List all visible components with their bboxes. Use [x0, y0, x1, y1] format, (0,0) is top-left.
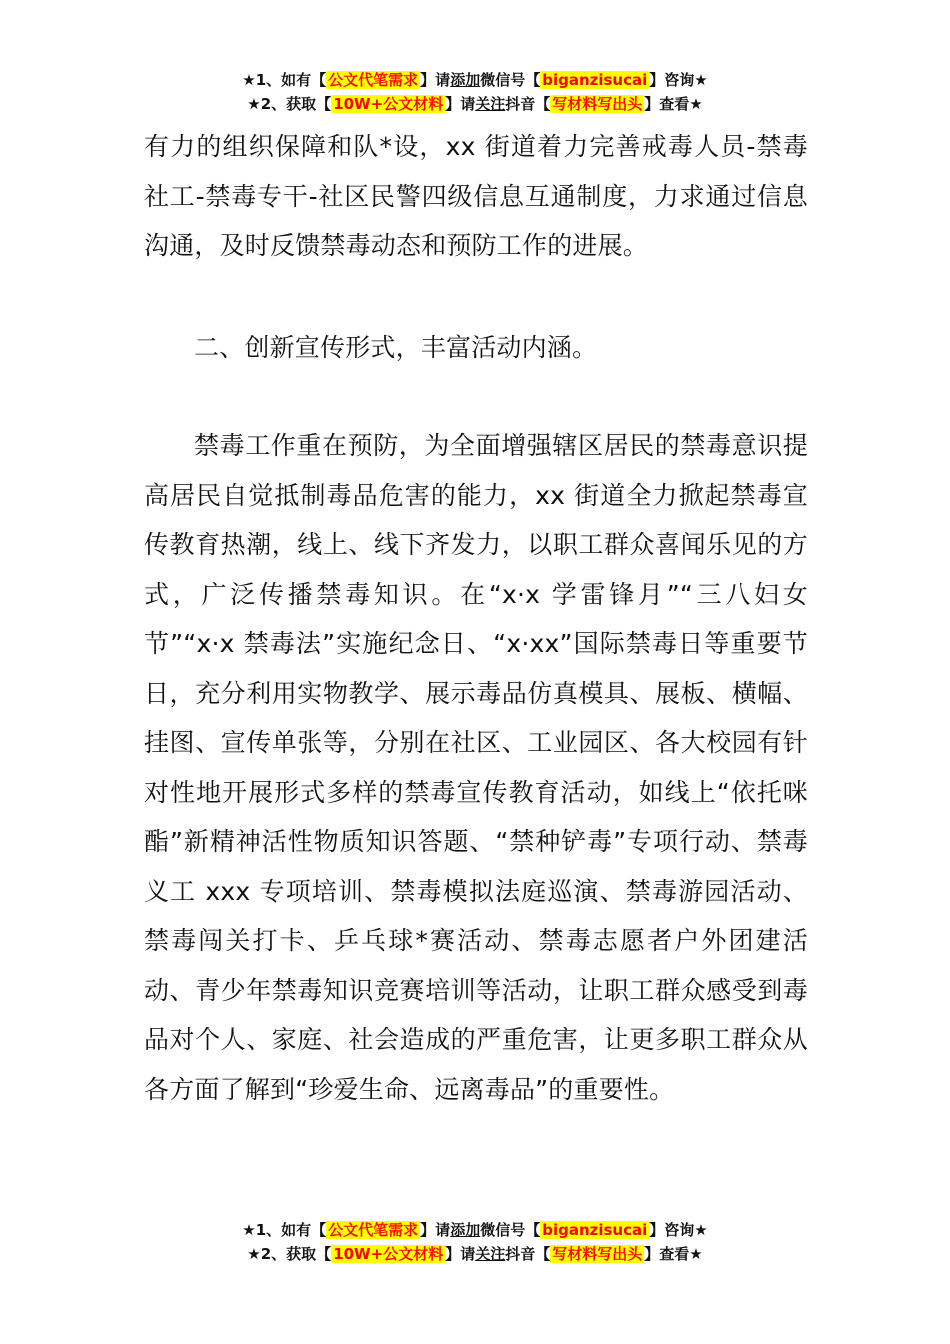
highlight-douyin-id: 写材料写出头: [552, 95, 643, 113]
highlight-douyin-id: 写材料写出头: [552, 1245, 643, 1263]
paragraph-1: [144, 122, 808, 271]
banner-text: 】查看★: [644, 1245, 703, 1263]
banner-line-1: [0, 68, 950, 92]
paragraph-text: 有力的组织保障和队*设，xx 街道着力完善戒毒人员-禁毒社工-禁毒专干-社区民警四级信息互通制度，力求通过信息沟通，及时反馈禁毒动态和预防工作的进展。: [144, 132, 808, 260]
banner-text: ★1、如有【: [242, 71, 327, 89]
banner-line-1: [0, 1218, 950, 1242]
highlight-service: 公文代笔需求: [328, 71, 419, 89]
banner-line-2: [0, 1242, 950, 1266]
banner-text: 抖音【: [505, 1245, 551, 1263]
footer-banner: [0, 1218, 950, 1266]
banner-text: 微信号【: [480, 1221, 541, 1239]
banner-text: 】请: [420, 1221, 451, 1239]
banner-text: 】咨询★: [649, 71, 708, 89]
banner-text: 】请: [445, 1245, 476, 1263]
banner-text: 】查看★: [644, 95, 703, 113]
follow-link[interactable]: 关注: [475, 95, 506, 113]
add-link[interactable]: 添加: [450, 1221, 481, 1239]
highlight-materials: 10W+公文材料: [333, 95, 444, 113]
heading-text: 二、创新宣传形式，丰富活动内涵。: [194, 333, 598, 362]
paragraph-2: [144, 421, 808, 1114]
add-link[interactable]: 添加: [450, 71, 481, 89]
banner-text: 微信号【: [480, 71, 541, 89]
highlight-wechat-id: biganzisucai: [542, 71, 648, 89]
follow-link[interactable]: 关注: [475, 1245, 506, 1263]
banner-text: ★2、获取【: [247, 95, 332, 113]
highlight-wechat-id: biganzisucai: [542, 1221, 648, 1239]
banner-line-2: [0, 92, 950, 116]
header-banner: [0, 68, 950, 116]
highlight-service: 公文代笔需求: [328, 1221, 419, 1239]
banner-text: 】请: [445, 95, 476, 113]
banner-text: ★2、获取【: [247, 1245, 332, 1263]
paragraph-text: 禁毒工作重在预防，为全面增强辖区居民的禁毒意识提高居民自觉抵制毒品危害的能力，xx 街道全力掀起禁毒宣传教育热潮，线上、线下齐发力，以职工群众喜闻乐见的方式，广泛传播禁毒知识。在“x·x 学雷锋月”“三八妇女节”“x·x 禁毒法”实施纪念日、“x·xx”国际禁毒日等重要节日，充分利用实物教学、展示毒品仿真模具、展板、横幅、挂图、宣传单张等，分别在社区、工业园区、各大校园有针对性地开展形式多样的禁毒宣传教育活动，如线上“依托咪酯”新精神活性物质知识答题、“禁种铲毒”专项行动、禁毒义工 xxx 专项培训、禁毒模拟法庭巡演、禁毒游园活动、禁毒闯关打卡、乒乓球*赛活动、禁毒志愿者户外团建活动、青少年禁毒知识竞赛培训等活动，让职工群众感受到毒品对个人、家庭、社会造成的严重危害，让更多职工群众从各方面了解到“珍爱生命、远离毒品”的重要性。: [144, 431, 808, 1104]
banner-text: 抖音【: [505, 95, 551, 113]
banner-text: 】咨询★: [649, 1221, 708, 1239]
section-heading: [144, 323, 808, 373]
highlight-materials: 10W+公文材料: [333, 1245, 444, 1263]
banner-text: 】请: [420, 71, 451, 89]
banner-text: ★1、如有【: [242, 1221, 327, 1239]
